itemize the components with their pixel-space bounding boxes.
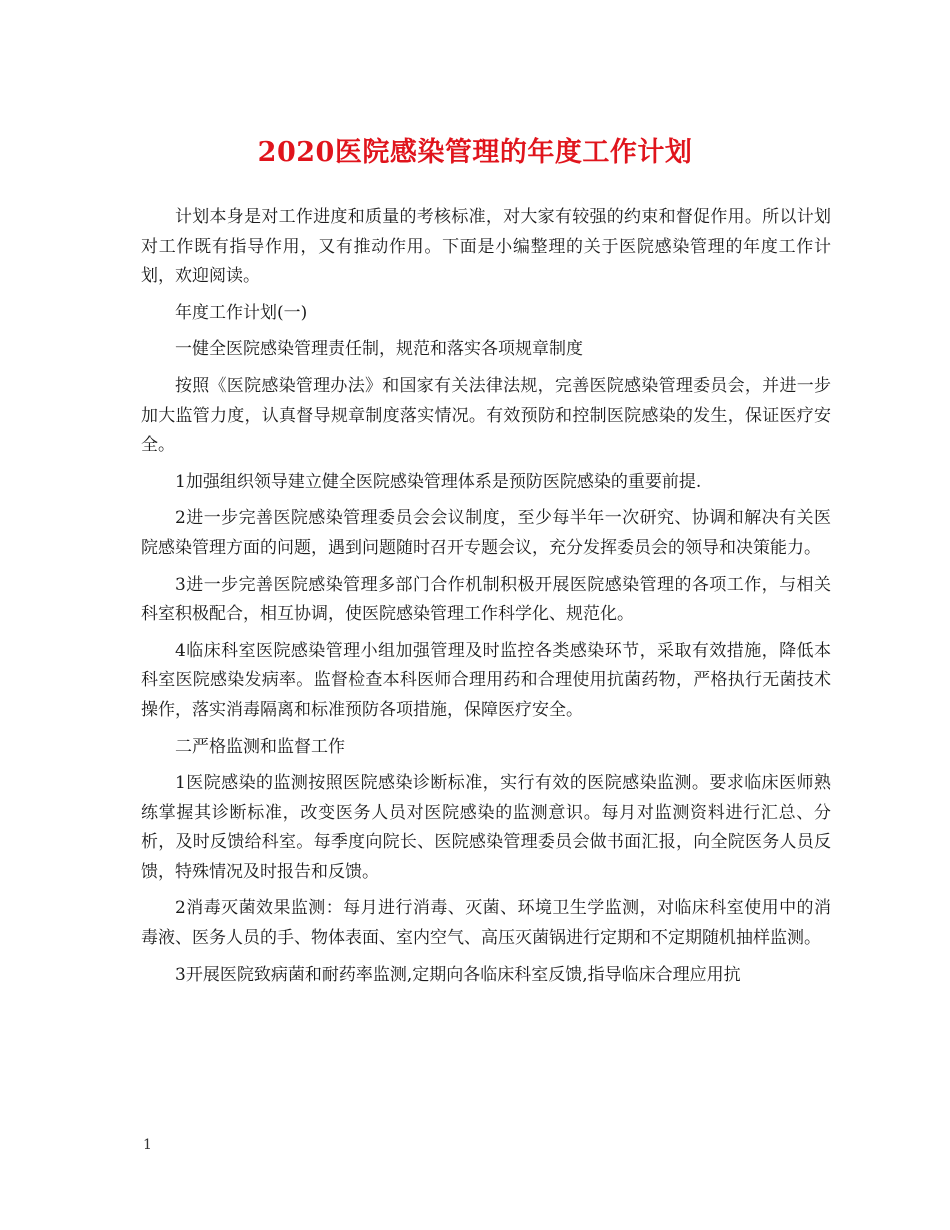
paragraph: 1医院感染的监测按照医院感染诊断标准，实行有效的医院感染监测。要求临床医师熟练掌握其诊断标准，改变医务人员对医院感染的监测意识。每月对监测资料进行汇总、分析，及时反馈给科室。每季度向院长、医院感染管理委员会做书面汇报，向全院医务人员反馈，特殊情况及时报告和反馈。 <box>141 773 831 882</box>
paragraph: 3进一步完善医院感染管理多部门合作机制积极开展医院感染管理的各项工作，与相关科室积极配合，相互协调，使医院感染管理工作科学化、规范化。 <box>141 574 831 625</box>
paragraph: 年度工作计划(一) <box>175 302 308 323</box>
paragraph: 按照《医院感染管理办法》和国家有关法律法规，完善医院感染管理委员会，并进一步加大监管力度，认真督导规章制度落实情况。有效预防和控制医院感染的发生，保证医疗安全。 <box>141 375 831 456</box>
paragraph: 2进一步完善医院感染管理委员会会议制度，至少每半年一次研究、协调和解决有关医院感染管理方面的问题，遇到问题随时召开专题会议，充分发挥委员会的领导和决策能力。 <box>141 508 831 558</box>
paragraph: 2消毒灭菌效果监测：每月进行消毒、灭菌、环境卫生学监测，对临床科室使用中的消毒液、医务人员的手、物体表面、室内空气、高压灭菌锅进行定期和不定期随机抽样监测。 <box>141 898 831 949</box>
paragraph: 3开展医院致病菌和耐药率监测,定期向各临床科室反馈,指导临床合理应用抗 <box>175 964 741 985</box>
document-body <box>141 203 831 997</box>
paragraph: 计划本身是对工作进度和质量的考核标准，对大家有较强的约束和督促作用。所以计划对工作既有指导作用，又有推动作用。下面是小编整理的关于医院感染管理的年度工作计划，欢迎阅读。 <box>141 207 831 287</box>
paragraph: 二严格监测和监督工作 <box>175 736 345 757</box>
document-title: 2020医院感染管理的年度工作计划 <box>257 137 693 168</box>
paragraph: 一健全医院感染管理责任制，规范和落实各项规章制度 <box>175 339 583 360</box>
paragraph: 4临床科室医院感染管理小组加强管理及时监控各类感染环节，采取有效措施，降低本科室医院感染发病率。监督检查本科医师合理用药和合理使用抗菌药物，严格执行无菌技术操作，落实消毒隔离和标准预防各项措施，保障医疗安全。 <box>141 640 831 720</box>
paragraph: 1加强组织领导建立健全医院感染管理体系是预防医院感染的重要前提. <box>175 471 702 492</box>
page-number: 1 <box>143 1137 152 1153</box>
